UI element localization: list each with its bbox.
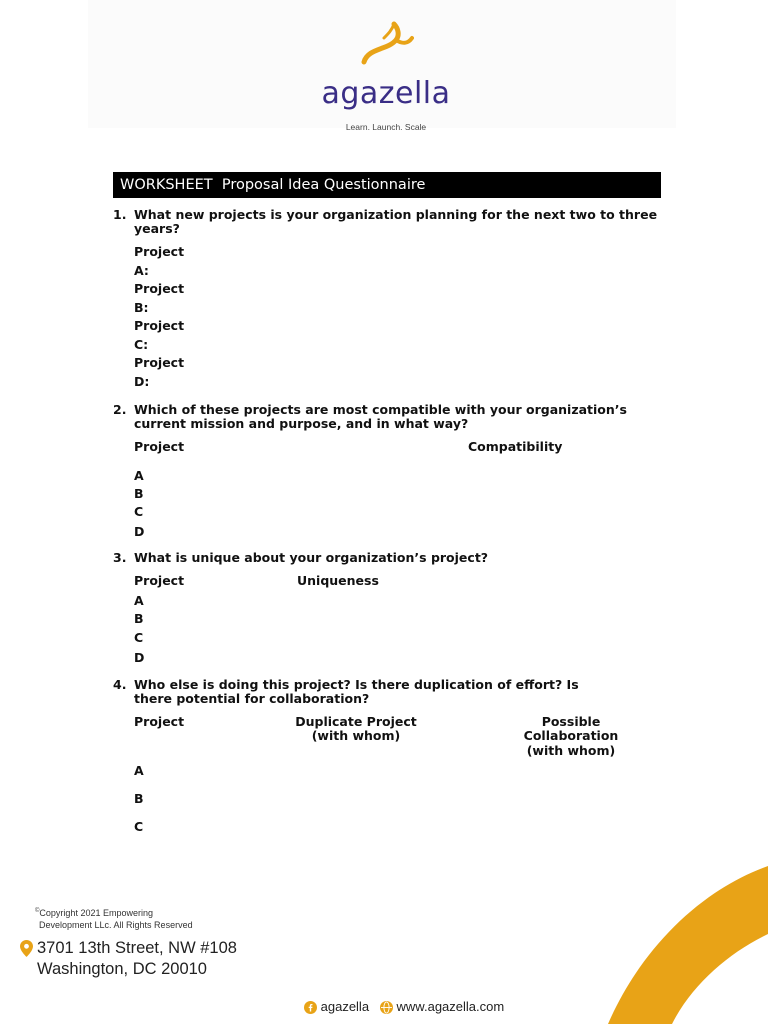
q2-text-line1: Which of these projects are most compatible with your organization’s — [134, 402, 627, 417]
q1-project-a-letter: A: — [134, 263, 149, 278]
q2-col-project: Project — [134, 439, 185, 454]
website-link[interactable]: www.agazella.com — [396, 999, 505, 1014]
q2-col-compatibility: Compatibility — [468, 439, 563, 454]
q1-number: 1. — [113, 207, 127, 222]
q4-col-duplicate-line2: (with whom) — [311, 728, 401, 743]
q4-col-collab-line2: Collaboration — [523, 728, 619, 743]
copyright-notice — [35, 905, 193, 931]
q3-row-a: A — [134, 593, 144, 608]
q2-row-c: C — [134, 504, 144, 519]
gazelle-logo-icon — [358, 18, 414, 68]
q2-row-b: B — [134, 486, 144, 501]
q3-row-c: C — [134, 630, 144, 645]
q4-number: 4. — [113, 677, 127, 692]
decorative-arc — [600, 860, 768, 1024]
q3-row-d: D — [134, 650, 145, 665]
q4-col-duplicate-line1: Duplicate Project — [295, 714, 417, 729]
location-pin-icon — [20, 940, 33, 957]
q4-row-c: C — [134, 819, 144, 834]
social-handle[interactable]: agazella — [320, 999, 370, 1014]
q1-project-b-label: Project — [134, 281, 185, 296]
q3-text-line1: What is unique about your organization’s project? — [134, 550, 489, 565]
q4-row-a: A — [134, 763, 144, 778]
logo-wordmark: agazella — [321, 76, 451, 111]
q4-text-line2: there potential for collaboration? — [134, 691, 370, 706]
address-line1: 3701 13th Street, NW #108 — [37, 939, 237, 957]
q1-project-a-label: Project — [134, 244, 185, 259]
q1-project-d-label: Project — [134, 355, 185, 370]
facebook-icon — [304, 1001, 317, 1014]
q1-text-line1: What new projects is your organization planning for the next two to three — [134, 207, 658, 222]
q1-project-c-label: Project — [134, 318, 185, 333]
q2-row-d: D — [134, 524, 145, 539]
q4-col-project: Project — [134, 714, 185, 729]
q1-text-line2: years? — [134, 221, 180, 236]
q4-text-line1: Who else is doing this project? Is there duplication of effort? Is — [134, 677, 579, 692]
company-logo — [318, 18, 454, 132]
q2-text-line2: current mission and purpose, and in what way? — [134, 416, 469, 431]
q1-project-b-letter: B: — [134, 300, 149, 315]
footer-social — [304, 999, 504, 1015]
q1-project-d-letter: D: — [134, 374, 150, 389]
q4-col-collab-line3: (with whom) — [526, 743, 616, 758]
q3-col-project: Project — [134, 573, 185, 588]
copyright-line2: Development LLc. All Rights Reserved — [39, 920, 193, 930]
q3-col-uniqueness: Uniqueness — [297, 573, 379, 588]
address-line2: Washington, DC 20010 — [37, 960, 207, 978]
copyright-symbol: © — [35, 908, 40, 914]
q1-project-c-letter: C: — [134, 337, 149, 352]
copyright-line1: Copyright 2021 Empowering — [39, 908, 153, 918]
q2-number: 2. — [113, 402, 127, 417]
logo-tagline: Learn. Launch. Scale — [345, 122, 427, 132]
q4-row-b: B — [134, 791, 144, 806]
q2-row-a: A — [134, 468, 144, 483]
globe-icon — [380, 1001, 393, 1014]
q3-number: 3. — [113, 550, 127, 565]
q4-col-collab-line1: Possible — [541, 714, 601, 729]
q3-row-b: B — [134, 611, 144, 626]
worksheet-title: WORKSHEET Proposal Idea Questionnaire — [113, 172, 661, 198]
address — [37, 938, 237, 980]
